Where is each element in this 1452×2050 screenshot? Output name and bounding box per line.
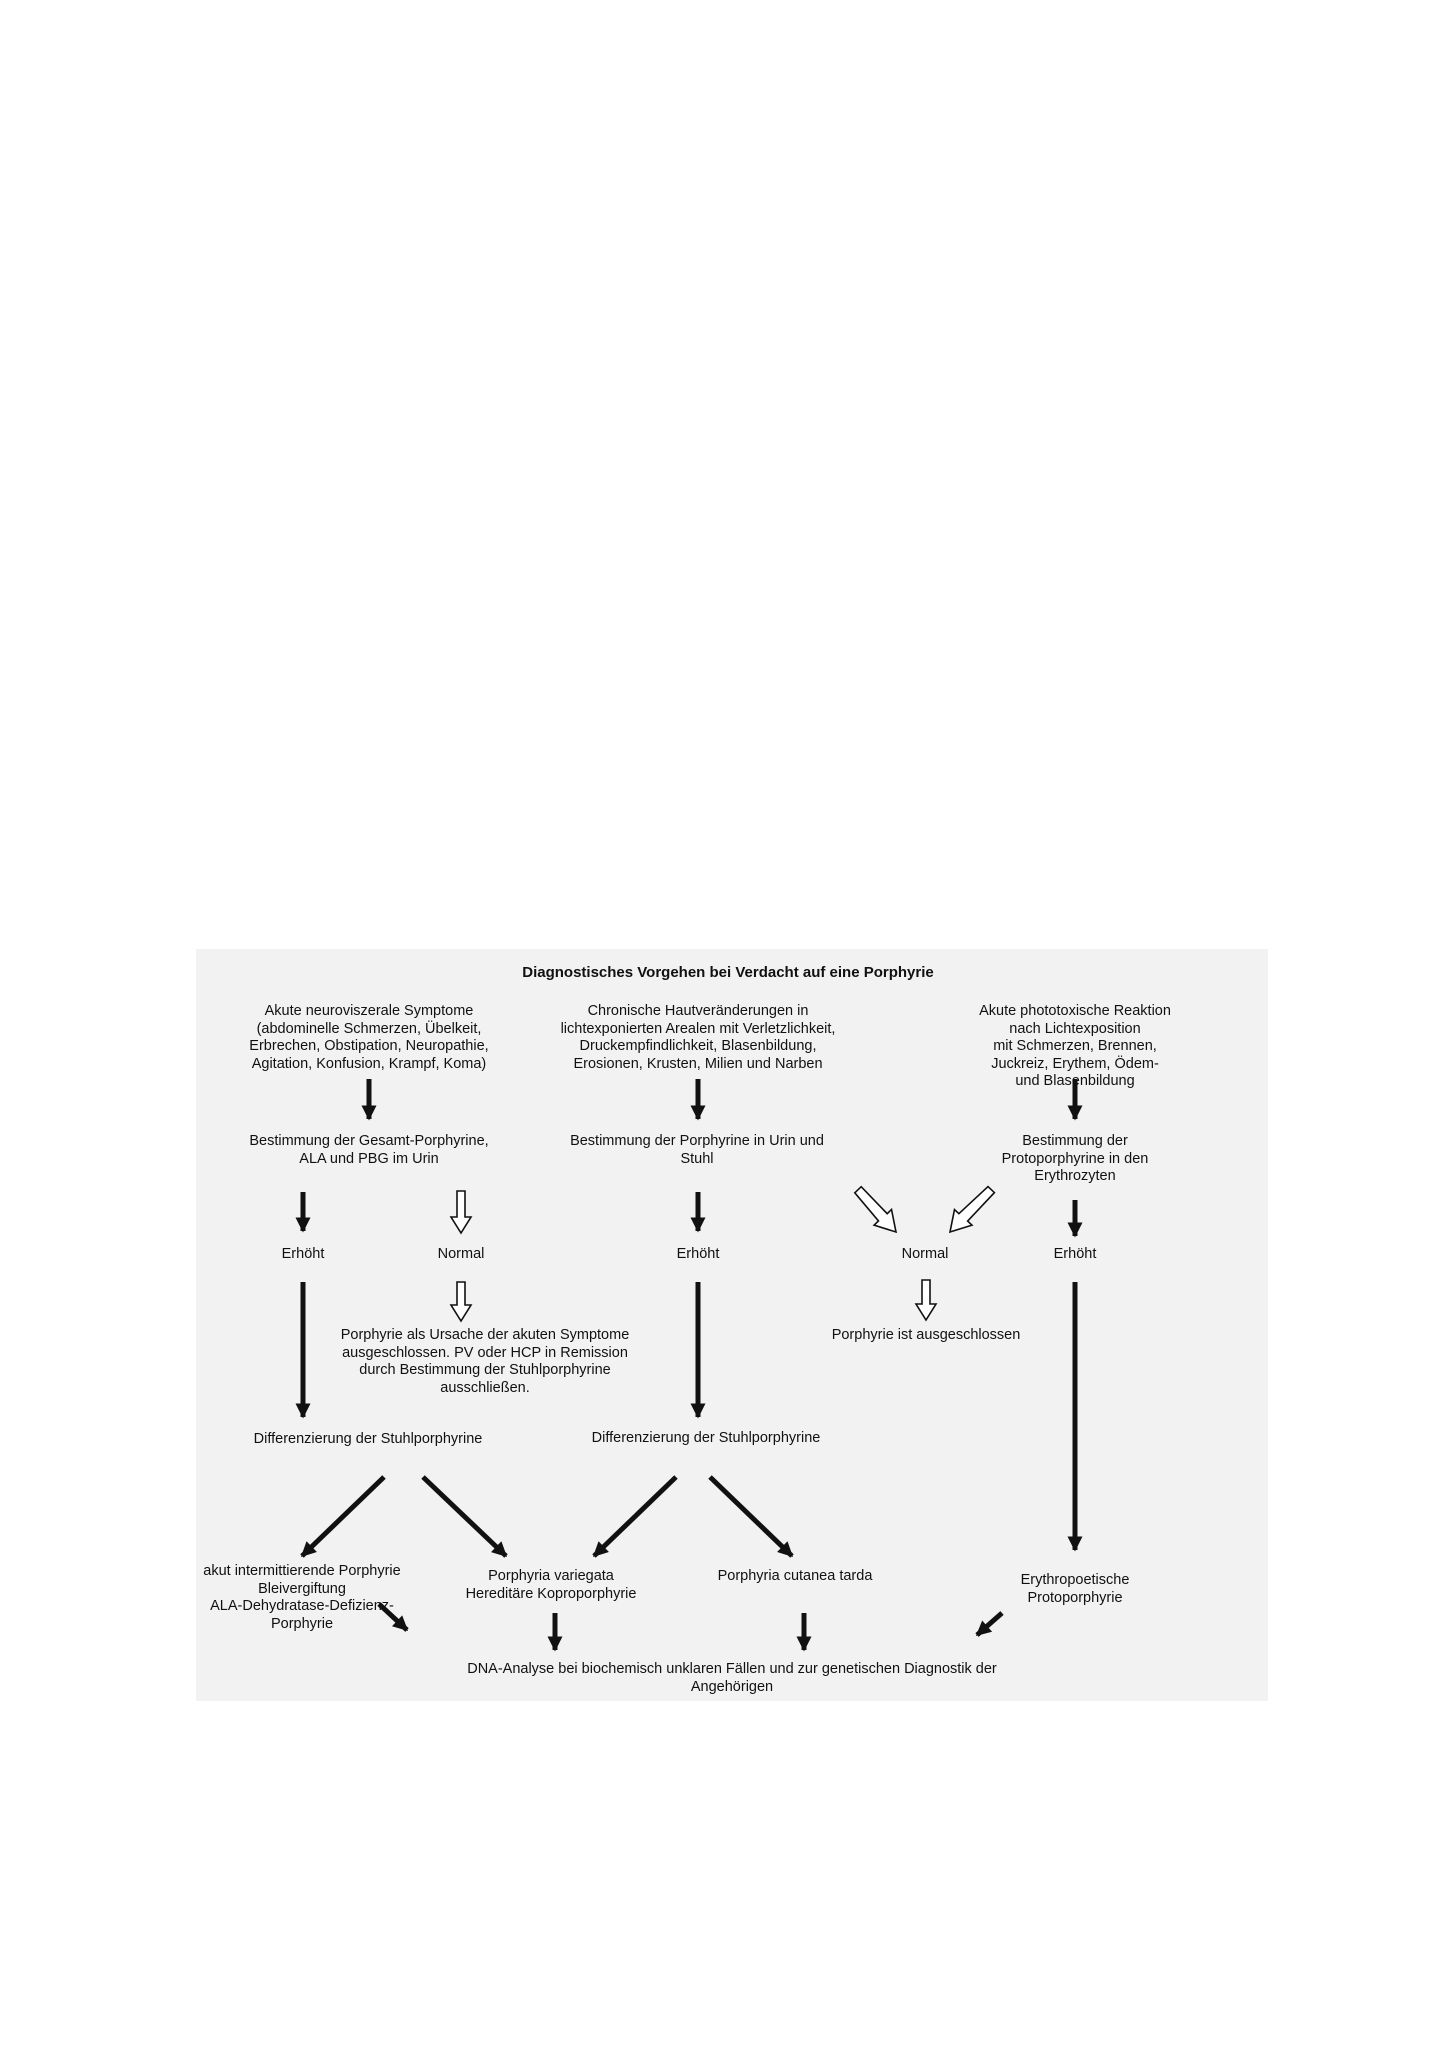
acute-test-box: Bestimmung der Gesamt-Porphyrine, ALA und PBG im Urin xyxy=(249,1133,489,1167)
diagnosis-epp: Erythropoetische Protoporphyrie xyxy=(1020,1572,1130,1606)
hollow-arrow-shared-result xyxy=(916,1280,936,1320)
arrow-diff-chronic-to-pv xyxy=(594,1477,676,1556)
shared-normal-result: Porphyrie ist ausgeschlossen xyxy=(831,1327,1021,1343)
acute-symptoms-box: Akute neuroviszerale Symptome (abdominelle Schmerzen, Übelkeit, Erbrechen, Obstipation, Neuropathie, Agitation, Konfusion, Krampf, Koma) xyxy=(249,1003,489,1072)
phototoxic-test-box: Bestimmung der Protoporphyrine in den Erythrozyten xyxy=(1001,1133,1149,1184)
arrow-epp-to-dna xyxy=(977,1613,1002,1635)
phototoxic-elevated-label: Erhöht xyxy=(1053,1246,1097,1262)
chronic-differentiation-label: Differenzierung der Stuhlporphyrine xyxy=(591,1430,821,1446)
diagnosis-pct: Porphyria cutanea tarda xyxy=(717,1568,873,1584)
chronic-symptoms-box: Chronische Hautveränderungen in lichtexponierten Arealen mit Verletzlichkeit, Druckempfindlichkeit, Blasenbildung, Erosionen, Krusten, Milien und Narben xyxy=(560,1003,836,1072)
arrow-diff-acute-to-pv xyxy=(423,1477,506,1556)
flowchart-figure xyxy=(196,949,1268,1701)
chronic-elevated-label: Erhöht xyxy=(676,1246,720,1262)
arrow-diff-chronic-to-pct xyxy=(710,1477,792,1556)
acute-elevated-label: Erhöht xyxy=(281,1246,325,1262)
acute-normal-result: Porphyrie als Ursache der akuten Symptome ausgeschlossen. PV oder HCP in Remission durch Bestimmung der Stuhlporphyrine ausschließen. xyxy=(340,1327,630,1396)
hollow-arrow-acute-result xyxy=(451,1282,471,1321)
hollow-arrow-acute-normal xyxy=(451,1191,471,1233)
chronic-test-box: Bestimmung der Porphyrine in Urin und Stuhl xyxy=(570,1133,824,1167)
diagnosis-pv-hcp: Porphyria variegata Hereditäre Koproporphyrie xyxy=(465,1568,637,1602)
acute-normal-label: Normal xyxy=(437,1246,485,1262)
figure-title: Diagnostisches Vorgehen bei Verdacht auf eine Porphyrie xyxy=(522,964,934,981)
hollow-arrow-from-chronic-test xyxy=(855,1187,896,1232)
phototoxic-symptoms-box: Akute phototoxische Reaktion nach Lichtexposition mit Schmerzen, Brennen, Juckreiz, Erythem, Ödem- und Blasenbildung xyxy=(979,1003,1171,1089)
hollow-arrow-from-phototoxic-test xyxy=(950,1187,994,1232)
diagnosis-aip: akut intermittierende Porphyrie Bleivergiftung ALA-Dehydratase-Defizienz- Porphyrie xyxy=(203,1563,401,1632)
acute-differentiation-label: Differenzierung der Stuhlporphyrine xyxy=(253,1431,483,1447)
arrow-diff-acute-to-aip xyxy=(302,1477,384,1556)
dna-analysis-box: DNA-Analyse bei biochemisch unklaren Fällen und zur genetischen Diagnostik der Angehörigen xyxy=(467,1661,997,1695)
shared-normal-label: Normal xyxy=(901,1246,949,1262)
